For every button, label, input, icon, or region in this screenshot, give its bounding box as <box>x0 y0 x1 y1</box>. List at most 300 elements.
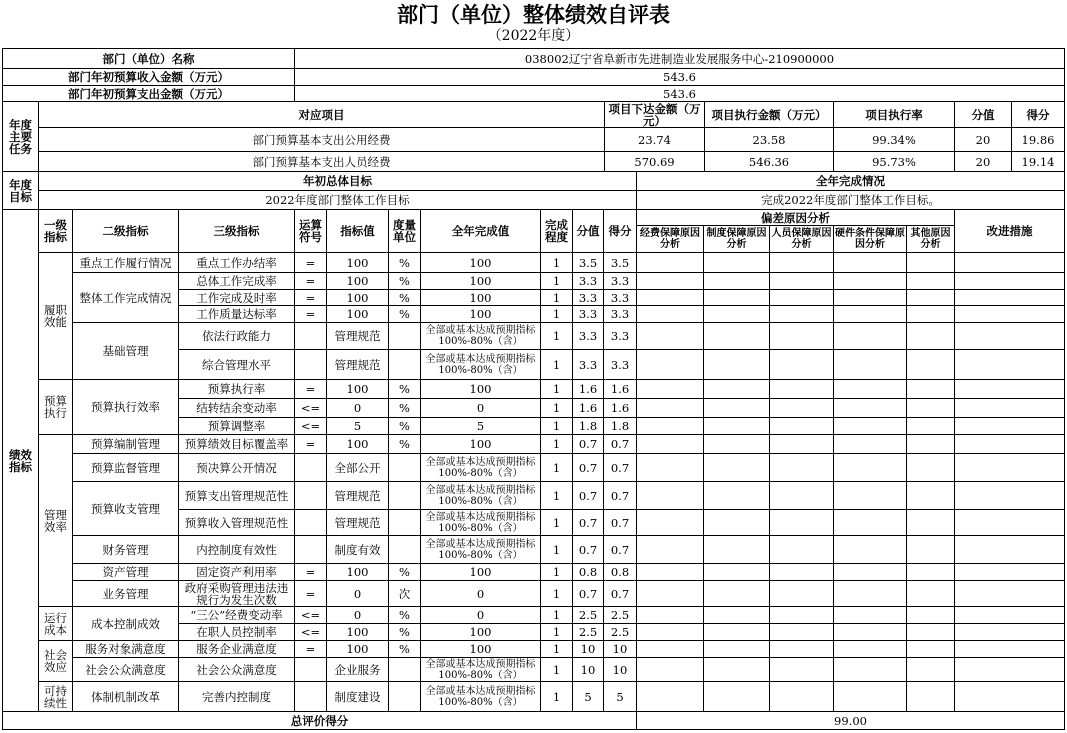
analysis-cell <box>703 509 770 536</box>
indicator-cell <box>294 509 327 536</box>
indicator-cell: 结转结余变动率 <box>178 398 295 418</box>
indicator-cell: 预算绩效目标覆盖率 <box>178 434 295 454</box>
indicator-header-target: 指标值 <box>326 209 389 253</box>
deviation-subheader: 制度保障原因分析 <box>703 225 770 253</box>
indicator-cell: 2.5 <box>572 623 604 641</box>
indicator-header-operator: 运算符号 <box>294 209 327 253</box>
analysis-cell <box>703 640 770 658</box>
analysis-cell <box>636 453 704 482</box>
level1-indicator: 预算执行 <box>38 379 73 435</box>
indicator-cell: 制度有效 <box>326 535 389 564</box>
tasks-header: 得分 <box>1011 101 1065 128</box>
indicator-cell: 全部或基本达成预期指标100%-80%（含） <box>420 509 541 536</box>
analysis-cell <box>906 417 955 435</box>
indicator-cell: 0.8 <box>572 563 604 581</box>
task-cell: 19.86 <box>1011 127 1065 152</box>
analysis-cell <box>703 322 770 350</box>
tasks-header: 项目下达金额（万元） <box>604 101 705 128</box>
indicator-cell: % <box>388 289 421 306</box>
info-label: 部门年初预算支出金额（万元） <box>2 85 295 102</box>
analysis-cell <box>703 417 770 435</box>
indicator-cell: 1 <box>540 434 573 454</box>
indicator-cell: = <box>294 379 327 399</box>
indicator-cell: 1 <box>540 563 573 581</box>
analysis-cell <box>906 453 955 482</box>
task-cell: 20 <box>954 127 1012 152</box>
analysis-cell <box>769 289 834 306</box>
info-label: 部门年初预算收入金额（万元） <box>2 68 295 86</box>
indicator-cell: 0.7 <box>572 509 604 536</box>
indicator-cell: 100 <box>420 252 541 273</box>
info-value: 543.6 <box>294 85 1065 102</box>
analysis-cell <box>906 322 955 350</box>
level2-indicator: 预算收支管理 <box>72 481 179 536</box>
indicator-cell: 重点工作办结率 <box>178 252 295 273</box>
tasks-header: 对应项目 <box>38 101 605 128</box>
analysis-cell <box>703 289 770 306</box>
level2-indicator: 财务管理 <box>72 535 179 564</box>
indicator-cell: 3.3 <box>572 305 604 323</box>
analysis-cell <box>954 305 1065 323</box>
analysis-cell <box>833 657 907 682</box>
indicator-cell <box>388 681 421 712</box>
indicator-cell <box>388 453 421 482</box>
info-value: 038002辽宁省阜新市先进制造业发展服务中心-210900000 <box>294 48 1065 69</box>
indicator-cell: 0 <box>420 606 541 624</box>
indicator-cell: 1 <box>540 252 573 273</box>
indicator-cell: 1 <box>540 535 573 564</box>
analysis-cell <box>906 398 955 418</box>
analysis-cell <box>833 623 907 641</box>
analysis-cell <box>636 349 704 380</box>
year-subtitle: （2022年度） <box>487 28 580 44</box>
indicator-cell: 全部公开 <box>326 453 389 482</box>
analysis-cell <box>636 272 704 290</box>
indicator-cell: 3.3 <box>572 272 604 290</box>
analysis-cell <box>769 640 834 658</box>
analysis-cell <box>954 322 1065 350</box>
analysis-cell <box>906 563 955 581</box>
indicator-cell: 0 <box>326 606 389 624</box>
indicator-cell: 100 <box>326 623 389 641</box>
analysis-cell <box>636 580 704 607</box>
indicator-cell: 0.7 <box>603 434 637 454</box>
analysis-cell <box>833 272 907 290</box>
deviation-header: 偏差原因分析 <box>636 209 955 226</box>
analysis-cell <box>703 434 770 454</box>
indicator-cell: = <box>294 252 327 273</box>
indicator-cell: 0.7 <box>603 481 637 510</box>
indicator-cell: 1 <box>540 606 573 624</box>
level2-indicator: 预算执行效率 <box>72 379 179 435</box>
deviation-subheader: 其他原因分析 <box>906 225 955 253</box>
indicator-cell: 100 <box>326 434 389 454</box>
analysis-cell <box>703 681 770 712</box>
analysis-cell <box>833 322 907 350</box>
indicator-cell: 1.6 <box>603 398 637 418</box>
analysis-cell <box>954 417 1065 435</box>
analysis-cell <box>703 481 770 510</box>
indicator-cell: 1 <box>540 349 573 380</box>
tasks-section-label: 年度主要任务 <box>2 101 39 172</box>
indicator-cell: 100 <box>420 623 541 641</box>
indicator-cell: 100 <box>326 252 389 273</box>
indicator-cell: 3.3 <box>603 349 637 380</box>
analysis-cell <box>703 379 770 399</box>
analysis-cell <box>769 305 834 323</box>
analysis-cell <box>833 349 907 380</box>
indicator-cell: 管理规范 <box>326 509 389 536</box>
analysis-cell <box>703 398 770 418</box>
indicator-cell: 1 <box>540 305 573 323</box>
task-cell: 570.69 <box>604 151 705 172</box>
indicator-cell: 3.3 <box>603 305 637 323</box>
indicator-cell <box>294 349 327 380</box>
indicator-cell: 1 <box>540 509 573 536</box>
analysis-cell <box>769 272 834 290</box>
indicator-header-score: 分值 <box>572 209 604 253</box>
analysis-cell <box>954 349 1065 380</box>
analysis-cell <box>906 580 955 607</box>
indicator-cell: 0.7 <box>572 580 604 607</box>
indicator-cell: = <box>294 289 327 306</box>
analysis-cell <box>954 535 1065 564</box>
analysis-cell <box>906 535 955 564</box>
analysis-cell <box>636 481 704 510</box>
indicator-cell: 服务企业满意度 <box>178 640 295 658</box>
indicator-cell: = <box>294 640 327 658</box>
analysis-cell <box>769 252 834 273</box>
level2-indicator: 整体工作完成情况 <box>72 272 179 323</box>
total-value: 99.00 <box>636 711 1065 730</box>
indicator-cell: 0 <box>326 580 389 607</box>
indicator-cell: 0.7 <box>603 453 637 482</box>
analysis-cell <box>833 252 907 273</box>
analysis-cell <box>769 434 834 454</box>
analysis-cell <box>833 379 907 399</box>
indicator-cell: 1.8 <box>603 417 637 435</box>
analysis-cell <box>833 640 907 658</box>
analysis-cell <box>636 398 704 418</box>
total-label: 总评价得分 <box>2 711 637 730</box>
indicator-cell: % <box>388 252 421 273</box>
indicator-cell: 100 <box>326 272 389 290</box>
indicator-cell: 综合管理水平 <box>178 349 295 380</box>
indicator-cell: 全部或基本达成预期指标100%-80%（含） <box>420 349 541 380</box>
indicator-cell: % <box>388 434 421 454</box>
analysis-cell <box>703 349 770 380</box>
deviation-subheader: 经费保障原因分析 <box>636 225 704 253</box>
indicator-cell: 0.7 <box>572 535 604 564</box>
analysis-cell <box>906 289 955 306</box>
indicator-cell: 100 <box>420 434 541 454</box>
indicator-cell: 1 <box>540 481 573 510</box>
analysis-cell <box>906 434 955 454</box>
analysis-cell <box>906 623 955 641</box>
indicator-cell: 1 <box>540 580 573 607</box>
indicator-cell: 1.6 <box>572 398 604 418</box>
info-label: 部门（单位）名称 <box>2 48 295 69</box>
analysis-cell <box>954 606 1065 624</box>
indicator-cell: % <box>388 563 421 581</box>
indicator-cell: <= <box>294 398 327 418</box>
analysis-cell <box>636 623 704 641</box>
analysis-cell <box>769 535 834 564</box>
indicator-cell: = <box>294 434 327 454</box>
analysis-cell <box>954 681 1065 712</box>
analysis-cell <box>833 434 907 454</box>
indicator-cell: 1 <box>540 322 573 350</box>
analysis-cell <box>833 535 907 564</box>
task-cell: 部门预算基本支出人员经费 <box>38 151 605 172</box>
indicator-cell <box>388 535 421 564</box>
indicator-cell: 次 <box>388 580 421 607</box>
indicator-cell: 1 <box>540 640 573 658</box>
analysis-cell <box>769 657 834 682</box>
indicator-cell: % <box>388 640 421 658</box>
indicator-cell: 1 <box>540 681 573 712</box>
indicator-cell: 0.7 <box>572 453 604 482</box>
indicator-cell: 1.6 <box>603 379 637 399</box>
indicator-cell: <= <box>294 606 327 624</box>
indicator-cell <box>294 681 327 712</box>
indicator-cell <box>294 657 327 682</box>
indicator-cell: 5 <box>603 681 637 712</box>
indicator-cell <box>388 509 421 536</box>
analysis-cell <box>833 398 907 418</box>
indicator-cell: 5 <box>326 417 389 435</box>
analysis-cell <box>703 453 770 482</box>
task-cell: 23.58 <box>704 127 834 152</box>
level2-indicator: 资产管理 <box>72 563 179 581</box>
analysis-cell <box>906 509 955 536</box>
indicator-cell: 1.6 <box>572 379 604 399</box>
indicator-cell: 固定资产利用率 <box>178 563 295 581</box>
analysis-cell <box>769 563 834 581</box>
indicator-cell: 10 <box>603 640 637 658</box>
indicator-cell: 1 <box>540 379 573 399</box>
indicator-cell: 1 <box>540 623 573 641</box>
indicator-cell: 2.5 <box>572 606 604 624</box>
analysis-cell <box>833 481 907 510</box>
indicator-cell: = <box>294 580 327 607</box>
indicator-cell: 工作完成及时率 <box>178 289 295 306</box>
indicators-section-label: 绩效指标 <box>2 209 39 712</box>
indicator-cell: 100 <box>326 379 389 399</box>
indicator-cell: = <box>294 305 327 323</box>
indicator-cell: 3.3 <box>572 322 604 350</box>
indicator-cell: 2.5 <box>603 623 637 641</box>
indicator-cell: 预决算公开情况 <box>178 453 295 482</box>
level1-indicator: 可持续性 <box>38 681 73 712</box>
indicator-cell <box>294 322 327 350</box>
analysis-cell <box>703 606 770 624</box>
analysis-cell <box>954 509 1065 536</box>
task-cell: 99.34% <box>833 127 955 152</box>
level2-indicator: 基础管理 <box>72 322 179 380</box>
indicator-cell: 1 <box>540 417 573 435</box>
indicator-cell: = <box>294 272 327 290</box>
level1-indicator: 社会效应 <box>38 640 73 682</box>
indicator-cell: 100 <box>326 289 389 306</box>
analysis-cell <box>636 379 704 399</box>
goals-section-label: 年度目标 <box>2 171 39 210</box>
analysis-cell <box>954 434 1065 454</box>
analysis-cell <box>769 580 834 607</box>
analysis-cell <box>703 305 770 323</box>
task-cell: 19.14 <box>1011 151 1065 172</box>
analysis-cell <box>703 535 770 564</box>
analysis-cell <box>636 681 704 712</box>
indicator-cell: 全部或基本达成预期指标100%-80%（含） <box>420 453 541 482</box>
indicator-cell: 在职人员控制率 <box>178 623 295 641</box>
level2-indicator: 预算编制管理 <box>72 434 179 454</box>
indicator-cell <box>388 657 421 682</box>
indicator-cell: 全部或基本达成预期指标100%-80%（含） <box>420 657 541 682</box>
indicator-cell: 1 <box>540 272 573 290</box>
analysis-cell <box>636 417 704 435</box>
indicator-cell: 全部或基本达成预期指标100%-80%（含） <box>420 481 541 510</box>
indicator-header-level3: 三级指标 <box>178 209 295 253</box>
task-cell: 部门预算基本支出公用经费 <box>38 127 605 152</box>
indicator-cell: 制度建设 <box>326 681 389 712</box>
indicator-cell: 3.3 <box>572 289 604 306</box>
initial-goal-header: 年初总体目标 <box>38 171 637 191</box>
analysis-cell <box>636 322 704 350</box>
level2-indicator: 社会公众满意度 <box>72 657 179 682</box>
level2-indicator: 服务对象满意度 <box>72 640 179 658</box>
analysis-cell <box>954 657 1065 682</box>
analysis-cell <box>769 623 834 641</box>
indicator-cell: 1 <box>540 453 573 482</box>
improve-header: 改进措施 <box>954 209 1065 253</box>
analysis-cell <box>954 623 1065 641</box>
analysis-cell <box>636 657 704 682</box>
indicator-cell: 100 <box>420 563 541 581</box>
initial-goal-value: 2022年度部门整体工作目标 <box>38 190 637 210</box>
analysis-cell <box>769 453 834 482</box>
indicator-cell: 0.7 <box>572 481 604 510</box>
indicator-cell: 100 <box>326 305 389 323</box>
indicator-cell: 0 <box>420 398 541 418</box>
indicator-cell <box>294 481 327 510</box>
analysis-cell <box>703 657 770 682</box>
indicator-cell: “三公”经费变动率 <box>178 606 295 624</box>
level1-indicator: 管理效率 <box>38 434 73 607</box>
analysis-cell <box>636 535 704 564</box>
analysis-cell <box>769 606 834 624</box>
analysis-cell <box>703 272 770 290</box>
indicator-cell: 预算收入管理规范性 <box>178 509 295 536</box>
indicator-header-unit: 度量单位 <box>388 209 421 253</box>
analysis-cell <box>703 580 770 607</box>
indicator-cell: 完善内控制度 <box>178 681 295 712</box>
analysis-cell <box>636 289 704 306</box>
indicator-cell: <= <box>294 623 327 641</box>
indicator-cell: 依法行政能力 <box>178 322 295 350</box>
analysis-cell <box>833 681 907 712</box>
indicator-cell: 0.7 <box>603 509 637 536</box>
analysis-cell <box>636 509 704 536</box>
analysis-cell <box>954 580 1065 607</box>
analysis-cell <box>769 349 834 380</box>
tasks-header: 项目执行金额（万元） <box>704 101 834 128</box>
indicator-cell: % <box>388 379 421 399</box>
indicator-cell: 内控制度有效性 <box>178 535 295 564</box>
task-cell: 546.36 <box>704 151 834 172</box>
indicator-cell: 全部或基本达成预期指标100%-80%（含） <box>420 322 541 350</box>
indicator-cell: 100 <box>326 640 389 658</box>
analysis-cell <box>703 563 770 581</box>
indicator-cell: 总体工作完成率 <box>178 272 295 290</box>
info-value: 543.6 <box>294 68 1065 86</box>
indicator-cell: 管理规范 <box>326 322 389 350</box>
indicator-cell: 10 <box>572 657 604 682</box>
analysis-cell <box>833 563 907 581</box>
indicator-cell: 0.7 <box>603 580 637 607</box>
tasks-header: 项目执行率 <box>833 101 955 128</box>
analysis-cell <box>954 453 1065 482</box>
indicator-cell: 全部或基本达成预期指标100%-80%（含） <box>420 681 541 712</box>
indicator-cell: 社会公众满意度 <box>178 657 295 682</box>
analysis-cell <box>954 481 1065 510</box>
analysis-cell <box>954 272 1065 290</box>
indicator-cell: 全部或基本达成预期指标100%-80%（含） <box>420 535 541 564</box>
analysis-cell <box>833 509 907 536</box>
analysis-cell <box>906 657 955 682</box>
analysis-cell <box>954 563 1065 581</box>
indicator-cell: 10 <box>572 640 604 658</box>
analysis-cell <box>906 252 955 273</box>
level2-indicator: 成本控制成效 <box>72 606 179 641</box>
analysis-cell <box>769 379 834 399</box>
deviation-subheader: 硬件条件保障原因分析 <box>833 225 907 253</box>
level2-indicator: 体制机制改革 <box>72 681 179 712</box>
indicator-cell: % <box>388 272 421 290</box>
indicator-cell: 100 <box>326 563 389 581</box>
analysis-cell <box>636 640 704 658</box>
analysis-cell <box>833 453 907 482</box>
indicator-header-degree: 完成程度 <box>540 209 573 253</box>
deviation-subheader: 人员保障原因分析 <box>769 225 834 253</box>
indicator-cell: % <box>388 417 421 435</box>
indicator-cell <box>388 349 421 380</box>
indicator-cell: <= <box>294 417 327 435</box>
indicator-cell: % <box>388 606 421 624</box>
indicator-cell: 3.5 <box>572 252 604 273</box>
level1-indicator: 运行成本 <box>38 606 73 641</box>
completion-value: 完成2022年度部门整体工作目标。 <box>636 190 1065 210</box>
indicator-cell: 企业服务 <box>326 657 389 682</box>
indicator-cell: 3.5 <box>603 252 637 273</box>
level2-indicator: 业务管理 <box>72 580 179 607</box>
analysis-cell <box>833 606 907 624</box>
indicator-cell: 100 <box>420 289 541 306</box>
indicator-cell: 0.8 <box>603 563 637 581</box>
analysis-cell <box>769 398 834 418</box>
indicator-cell: 100 <box>420 305 541 323</box>
analysis-cell <box>954 379 1065 399</box>
indicator-cell: 3.3 <box>572 349 604 380</box>
indicator-cell: 政府采购管理违法违规行为发生次数 <box>178 580 295 607</box>
analysis-cell <box>906 481 955 510</box>
indicator-cell: 0.7 <box>572 434 604 454</box>
analysis-cell <box>703 252 770 273</box>
indicator-cell: 预算支出管理规范性 <box>178 481 295 510</box>
analysis-cell <box>636 563 704 581</box>
analysis-cell <box>954 640 1065 658</box>
task-cell: 23.74 <box>604 127 705 152</box>
